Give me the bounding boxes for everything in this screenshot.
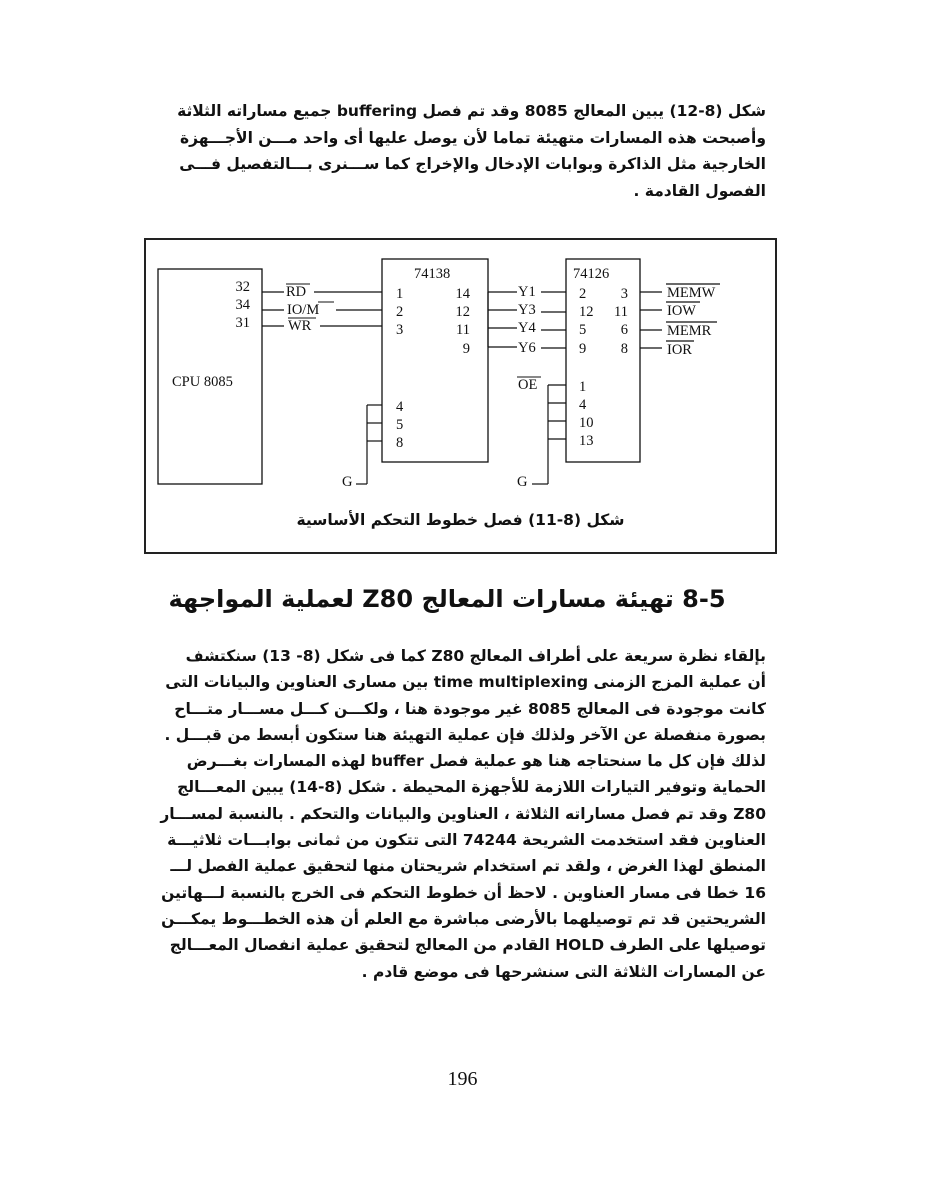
body-paragraph [128,643,766,985]
signal-wr: WR [288,318,312,334]
buffer-pin: 3 [620,286,628,302]
decoder-pin: 1 [396,286,404,302]
decoder-pin: 14 [455,286,470,302]
text-line: شكل (8-12) يبين المعالج 8085 وقد تم فصل buffering جميع مساراته الثلاثة [177,102,766,120]
buffer-enable-pin: 13 [579,433,594,449]
text-line: العناوين فقد استخدمت الشريحة 74244 التى تتكون من ثمانى بوابـــات ثلاثيـــة [167,831,766,850]
text-line: الشريحتين قد تم توصيلهما بالأرضى مباشرة مع العلم أن هذه الخطـــوط يمكـــن [161,909,766,928]
text-line: لذلك فإن كل ما سنحتاجه هنا هو عملية فصل buffer لهذه المسارات بغـــرض [186,752,766,771]
buffer-pin: 2 [579,286,587,302]
cpu-pin-label: 32 [235,279,250,295]
signal-io-m: IO/M [287,302,320,318]
buffer-label: 74126 [573,266,610,282]
buffer-enable-pin: 1 [579,379,587,395]
control-signal: MEMR [667,323,712,339]
decoder-enable-pin: 5 [396,417,404,433]
decoder-ground-wires [356,405,382,484]
cpu-pin-label: 34 [235,297,250,313]
buffer-74126 [566,259,640,462]
bus-wires [262,292,382,326]
decoder-label: 74138 [414,266,451,282]
buffer-pin: 8 [620,341,628,357]
buffer-pin: 9 [579,341,587,357]
buffer-enable-pin: 10 [579,415,594,431]
text-line: الفصول القادمة . [633,181,766,200]
cpu-pin-label: 31 [235,315,250,331]
decoder-pin: 2 [396,304,404,320]
page-number: 196 [447,1068,478,1090]
decoder-output-name: Y3 [518,302,536,318]
decoder-pin: 9 [462,341,470,357]
cpu-label: CPU 8085 [172,374,233,390]
control-signal: IOR [667,342,692,358]
text-line: الخارجية مثل الذاكرة وبوابات الإدخال والإخراج كما ســـنرى بـــالتفصيل فـــى [179,155,766,173]
text-line: Z80 وقد تم فصل مساراته الثلاثة ، العناوين والبيانات والتحكم . بالنسبة لمســـار [160,804,766,823]
figure-caption: شكل (8-11) فصل خطوط التحكم الأساسية [296,511,625,529]
ground-label: G [517,474,528,490]
decoder-output-name: Y4 [518,320,536,336]
decoder-output-name: Y6 [518,340,536,356]
oe-label: OE [518,377,538,393]
text-line: وأصبحت هذه المسارات متهيئة تماما لأن يوصل عليها أى واحد مـــن الأجـــهزة [179,128,766,147]
section-heading: 8-5 تهيئة مسارات المعالج Z80 لعملية المواجهة [168,585,726,613]
text-line: بإلقاء نظرة سريعة على أطراف المعالج Z80 كما فى شكل (8- 13) سنكتشف [185,647,766,665]
text-line: المنطق لهذا الغرض ، ولقد تم استخدام شريحتان منها لتحقيق عملية الفصل لـــ [170,857,766,876]
signal-rd: RD [286,284,307,300]
buffer-pin: 5 [579,322,587,338]
text-line: كانت موجودة فى المعالج 8085 غير موجودة هنا ، ولكـــن كـــل مســـار متـــاح [174,699,766,718]
decoder-output-name: Y1 [518,284,536,300]
text-line: بصورة منفصلة عن الآخر ولذلك فإن عملية التهيئة هنا ستكون أبسط من قبـــل . [164,725,766,744]
text-line: 16 خطا فى مسار العناوين . لاحظ أن خطوط التحكم فى الخرج بالنسبة لـــهاتين [161,883,766,902]
decoder-pin: 12 [455,304,470,320]
text-line: توصيلها على الطرف HOLD القادم من المعالج لتحقيق عملية انفصال المعـــالج [169,936,766,955]
buffer-pin: 11 [614,304,628,320]
ground-label: G [342,474,353,490]
text-line: الحماية وتوفير التيارات اللازمة للأجهزة المحيطة . شكل (8-14) يبين المعـــالج [177,778,766,797]
decoder-enable-pin: 4 [396,399,404,415]
decoder-pin: 11 [456,322,470,338]
control-signal: MEMW [667,285,716,301]
text-line: أن عملية المزج الزمنى time multiplexing بين مسارى العناوين والبيانات التى [165,673,766,692]
buffer-pin: 12 [579,304,594,320]
buffer-pin: 6 [620,322,628,338]
buffer-enable-pin: 4 [579,397,587,413]
control-signal: IOW [667,303,696,319]
decoder-enable-pin: 8 [396,435,404,451]
decoder-pin: 3 [396,322,404,338]
buffer-enable-wires [532,385,566,484]
text-line: عن المسارات الثلاثة التى سنشرحها فى موضع قادم . [361,962,766,981]
